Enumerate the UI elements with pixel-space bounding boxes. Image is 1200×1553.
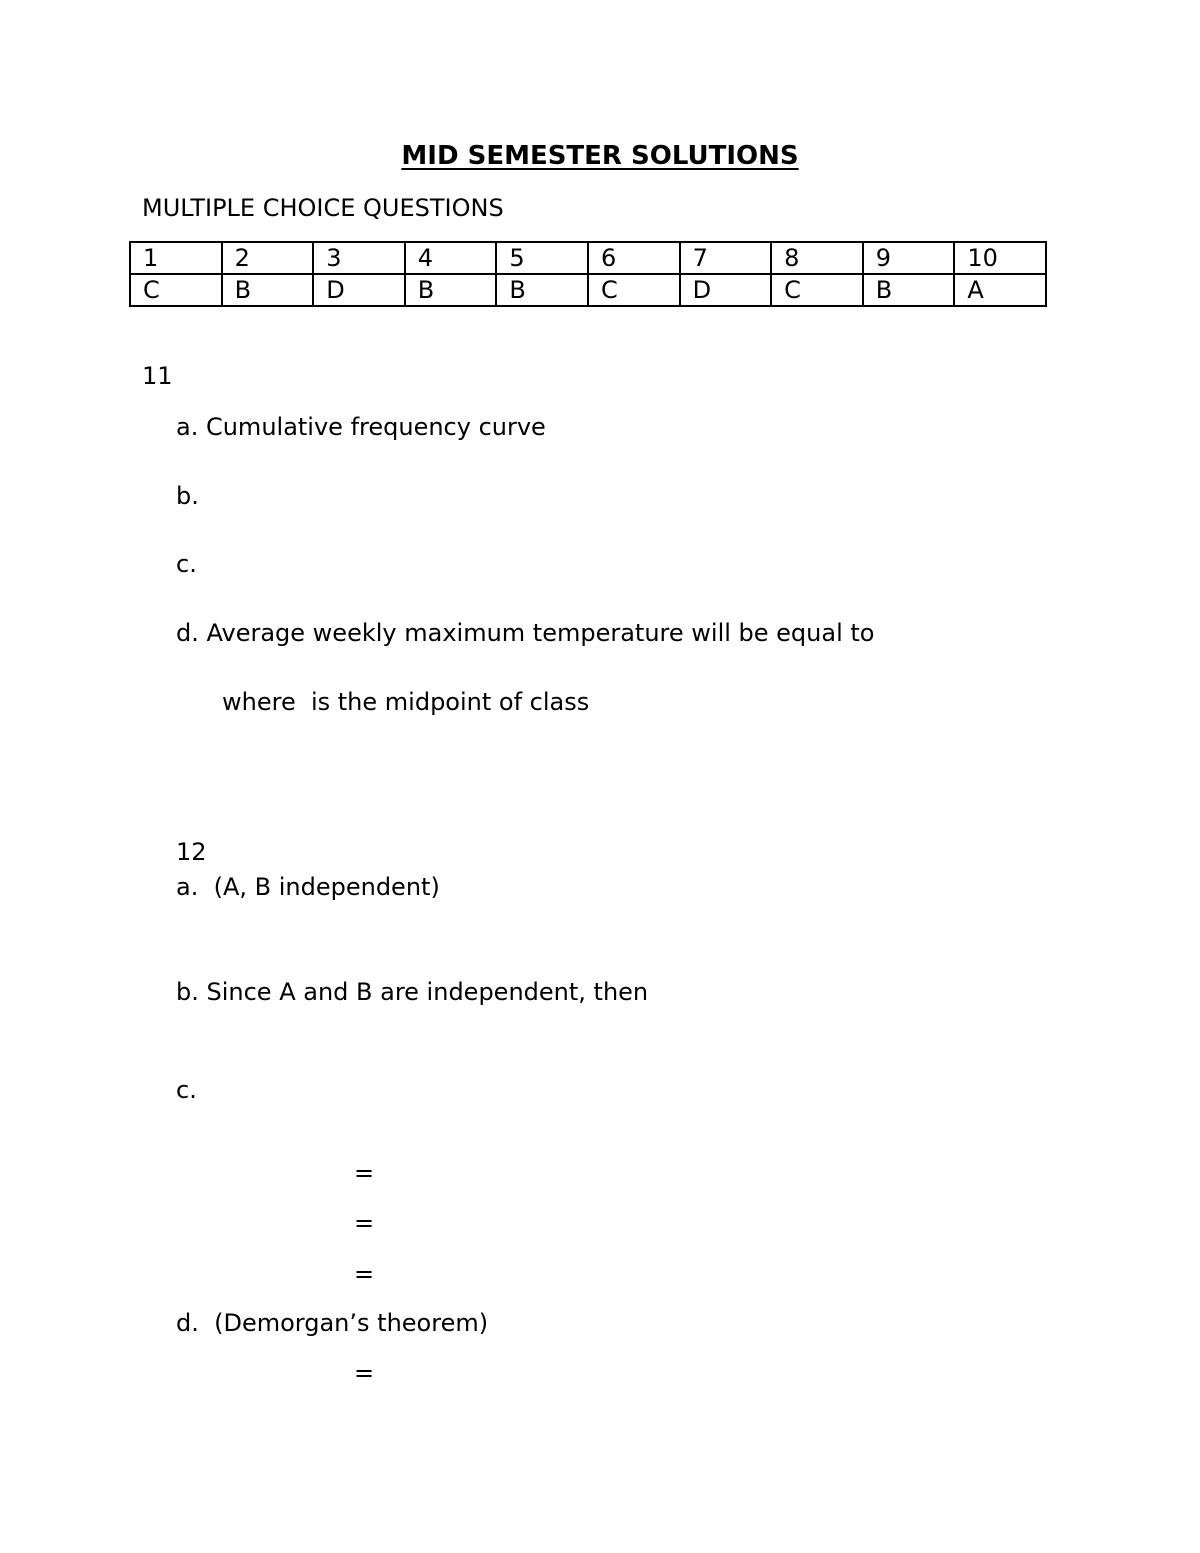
question-11-part-c: c. bbox=[176, 550, 197, 578]
question-11-part-d: d. Average weekly maximum temperature will be equal to bbox=[176, 619, 875, 647]
mcq-number-cell: 6 bbox=[588, 242, 680, 274]
mcq-answer-cell: D bbox=[680, 274, 772, 306]
mcq-number-cell: 9 bbox=[863, 242, 955, 274]
mcq-answer-cell: C bbox=[588, 274, 680, 306]
page-title: MID SEMESTER SOLUTIONS bbox=[401, 141, 799, 171]
mcq-number-cell: 2 bbox=[222, 242, 314, 274]
question-12-part-c-equals-2: = bbox=[354, 1209, 375, 1237]
question-12-part-d: d. (Demorgan’s theorem) bbox=[176, 1309, 489, 1337]
mcq-number-row bbox=[130, 242, 1046, 274]
section-heading: MULTIPLE CHOICE QUESTIONS bbox=[142, 194, 504, 222]
mcq-answer-cell: A bbox=[954, 274, 1046, 306]
mcq-answer-cell: B bbox=[405, 274, 497, 306]
mcq-number-cell: 1 bbox=[130, 242, 222, 274]
mcq-answer-cell: C bbox=[130, 274, 222, 306]
mcq-answer-cell: C bbox=[771, 274, 863, 306]
question-12-part-c: c. bbox=[176, 1076, 197, 1104]
mcq-answer-cell: B bbox=[863, 274, 955, 306]
question-12-number: 12 bbox=[176, 838, 207, 866]
mcq-number-cell: 3 bbox=[313, 242, 405, 274]
mcq-answer-row bbox=[130, 274, 1046, 306]
question-12-part-c-equals-1: = bbox=[354, 1159, 375, 1187]
question-11-part-a: a. Cumulative frequency curve bbox=[176, 413, 546, 441]
mcq-answer-cell: B bbox=[222, 274, 314, 306]
question-12-part-d-equals-1: = bbox=[354, 1359, 375, 1387]
mcq-answer-cell: B bbox=[496, 274, 588, 306]
question-11-part-b: b. bbox=[176, 482, 199, 510]
mcq-answer-cell: D bbox=[313, 274, 405, 306]
question-11-part-d-continuation: where is the midpoint of class bbox=[222, 688, 590, 716]
question-12-part-c-equals-3: = bbox=[354, 1260, 375, 1288]
mcq-number-cell: 10 bbox=[954, 242, 1046, 274]
mcq-number-cell: 5 bbox=[496, 242, 588, 274]
mcq-number-cell: 7 bbox=[680, 242, 772, 274]
question-11-number: 11 bbox=[142, 362, 173, 390]
mcq-number-cell: 4 bbox=[405, 242, 497, 274]
question-12-part-b: b. Since A and B are independent, then bbox=[176, 978, 649, 1006]
mcq-number-cell: 8 bbox=[771, 242, 863, 274]
mcq-answer-table bbox=[129, 241, 1047, 307]
question-12-part-a: a. (A, B independent) bbox=[176, 873, 440, 901]
